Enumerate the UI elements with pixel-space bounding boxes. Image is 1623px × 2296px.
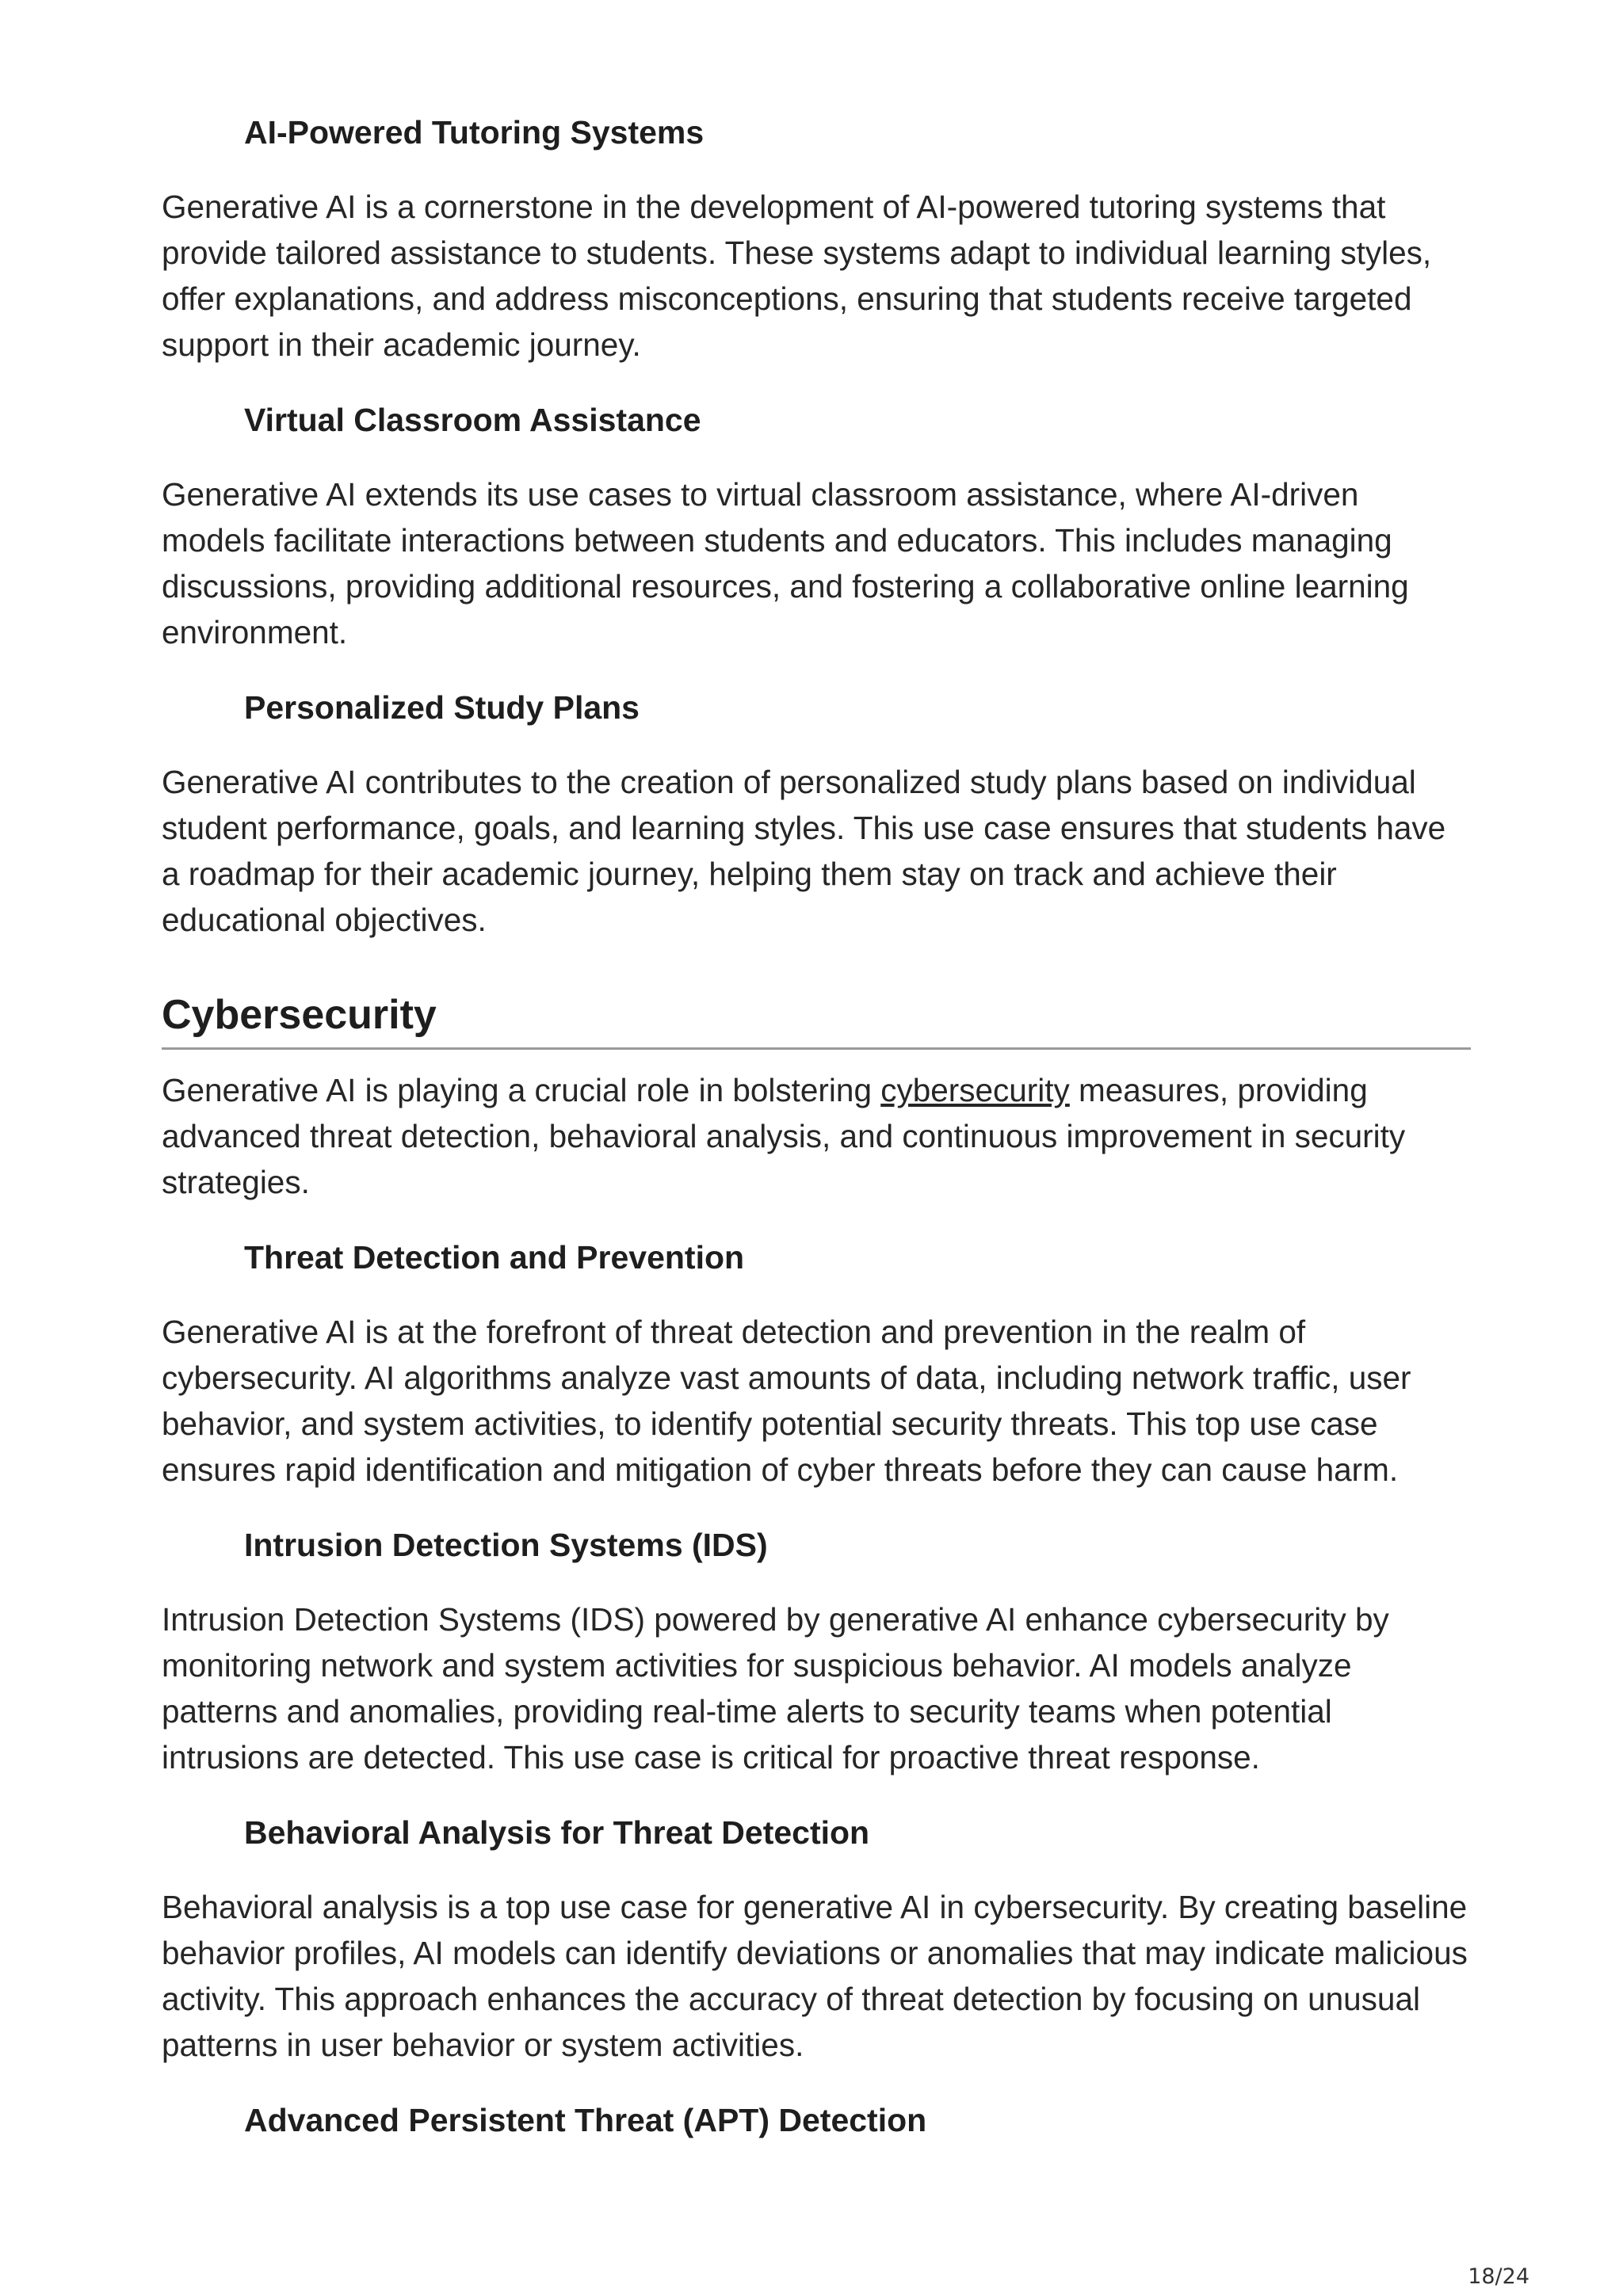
subheading-threat-detection: Threat Detection and Prevention [244, 1239, 745, 1276]
paragraph-threat-detection: Generative AI is at the forefront of threat detection and prevention in the realm of cybersecurity. AI algorithms analyze vast amounts of data, including network traffic, user behavior, and system activities, to identify potential security threats. This top use case ensures rapid identification and mitigation of cyber threats before they can cause harm. [162, 1314, 1411, 1488]
intro-text-after: measures, providing advanced threat detection, behavioral analysis, and continuous improvement in security strategies. [162, 1072, 1406, 1200]
paragraph-study-plans: Generative AI contributes to the creation of personalized study plans based on individual student performance, goals, and learning styles. This use case ensures that students have a roadmap for their academic journey, helping them stay on track and achieve their educational objectives. [162, 764, 1446, 938]
subheading-apt-detection: Advanced Persistent Threat (APT) Detection [244, 2102, 927, 2138]
cybersecurity-link[interactable]: cybersecurity [880, 1072, 1070, 1108]
subheading-ids: Intrusion Detection Systems (IDS) [244, 1527, 768, 1563]
section-heading-cybersecurity: Cybersecurity [162, 989, 1471, 1050]
intro-text-before: Generative AI is playing a crucial role in bolstering [162, 1072, 881, 1108]
paragraph-cybersecurity-intro [162, 1067, 1471, 1205]
paragraph-ids: Intrusion Detection Systems (IDS) powered by generative AI enhance cybersecurity by monitoring network and system activities for suspicious behavior. AI models analyze patterns and anomalies, providing real-time alerts to security teams when potential intrusions are detected. This use case is critical for proactive threat response. [162, 1601, 1389, 1775]
subheading-ai-tutoring: AI-Powered Tutoring Systems [244, 114, 705, 151]
page-number: 18/24 [1468, 2264, 1529, 2289]
paragraph-behavioral-analysis: Behavioral analysis is a top use case for generative AI in cybersecurity. By creating baseline behavior profiles, AI models can identify deviations or anomalies that may indicate malicious activity. This approach enhances the accuracy of threat detection by focusing on unusual patterns in user behavior or system activities. [162, 1889, 1468, 2063]
document-page [162, 109, 1471, 2172]
subheading-behavioral-analysis: Behavioral Analysis for Threat Detection [244, 1814, 870, 1851]
subheading-study-plans: Personalized Study Plans [244, 689, 640, 726]
paragraph-virtual-classroom: Generative AI extends its use cases to virtual classroom assistance, where AI-driven models facilitate interactions between students and educators. This includes managing discussions, providing additional resources, and fostering a collaborative online learning environment. [162, 476, 1409, 650]
paragraph-ai-tutoring: Generative AI is a cornerstone in the development of AI-powered tutoring systems that provide tailored assistance to students. These systems adapt to individual learning styles, offer explanations, and address misconceptions, ensuring that students receive targeted support in their academic journey. [162, 189, 1432, 363]
subheading-virtual-classroom: Virtual Classroom Assistance [244, 402, 701, 438]
